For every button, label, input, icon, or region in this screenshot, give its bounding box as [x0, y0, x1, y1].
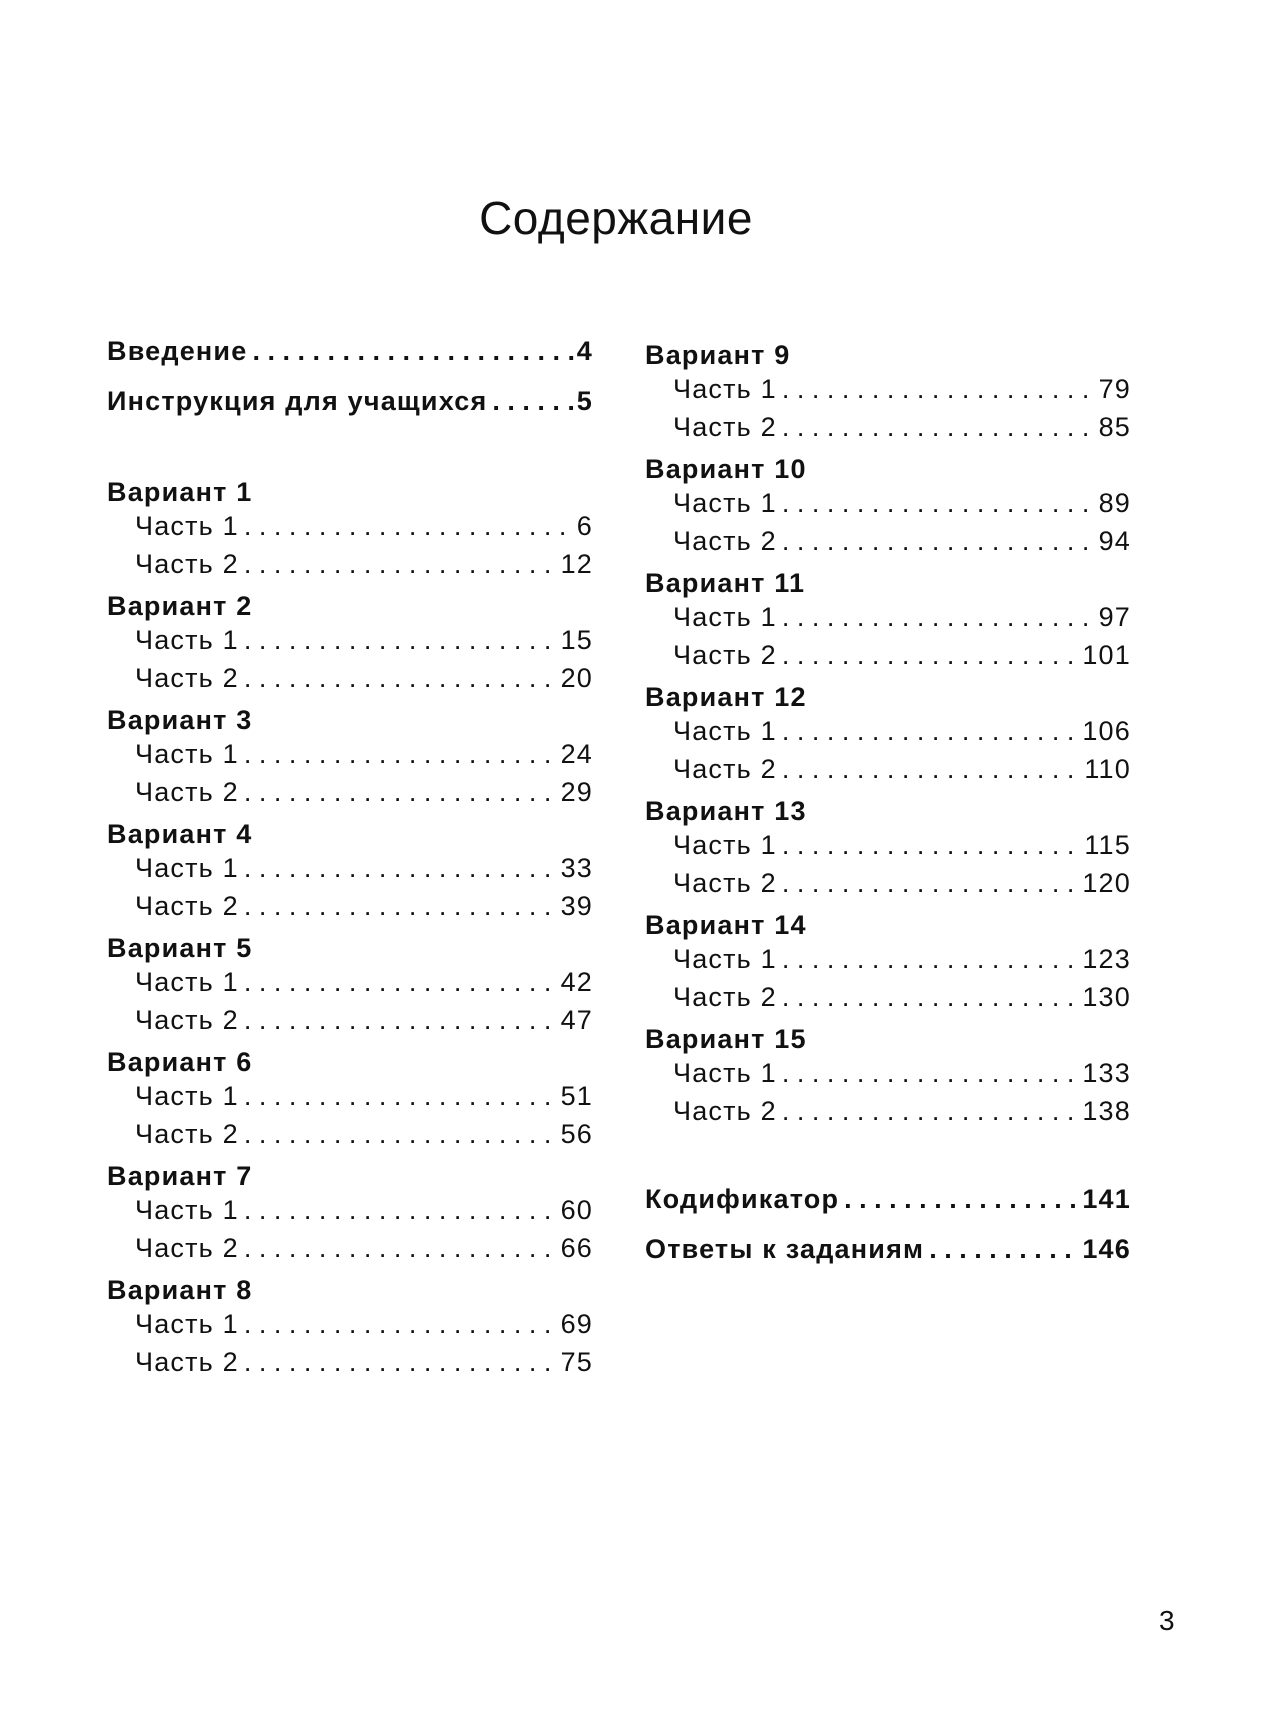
toc-variant-group	[107, 1271, 593, 1385]
toc-entry-instructions[interactable]	[107, 386, 593, 436]
toc-variant-group	[107, 473, 593, 587]
toc-entry-page: 89	[1098, 488, 1131, 518]
toc-entry-label: Часть 2	[135, 891, 239, 921]
dot-leader	[489, 386, 574, 417]
toc-entry-label: Кодификатор	[645, 1184, 840, 1214]
toc-entry-part[interactable]	[107, 853, 593, 891]
toc-entry-part[interactable]	[645, 868, 1131, 906]
toc-entry-label: Часть 1	[673, 1058, 777, 1088]
toc-entry-page: 75	[560, 1347, 593, 1377]
toc-entry-page: 79	[1098, 374, 1131, 404]
toc-entry-part[interactable]	[645, 944, 1131, 982]
toc-entry-label: Часть 1	[135, 967, 239, 997]
dot-leader	[241, 891, 559, 922]
toc-variant-group	[645, 678, 1131, 792]
toc-entry-page: 106	[1082, 716, 1131, 746]
toc-entry-page: 69	[560, 1309, 593, 1339]
toc-entry-label: Ответы к заданиям	[645, 1234, 925, 1264]
toc-entry-page: 42	[560, 967, 593, 997]
toc-variant-group	[645, 792, 1131, 906]
toc-entry-label: Введение	[107, 336, 248, 366]
page-title: Содержание	[479, 191, 753, 244]
toc-entry-label: Часть 1	[673, 716, 777, 746]
dot-leader	[779, 830, 1082, 861]
toc-entry-label: Часть 1	[673, 488, 777, 518]
toc-variant-heading[interactable]: Вариант 14	[645, 910, 807, 940]
toc-variants-left	[107, 473, 593, 1385]
toc-entry-part[interactable]	[645, 1058, 1131, 1096]
toc-entry-part[interactable]	[107, 511, 593, 549]
toc-entry-page: 12	[560, 549, 593, 579]
toc-left-column	[107, 336, 593, 1385]
toc-entry-label: Часть 1	[135, 1081, 239, 1111]
toc-entry-part[interactable]	[107, 1119, 593, 1157]
toc-variant-group	[645, 450, 1131, 564]
toc-entry-part[interactable]	[645, 526, 1131, 564]
toc-entry-page: 94	[1098, 526, 1131, 556]
toc-entry-page: 39	[560, 891, 593, 921]
toc-entry-part[interactable]	[107, 1005, 593, 1043]
toc-entry-page: 4	[576, 336, 593, 366]
toc-variant-group	[645, 564, 1131, 678]
toc-entry-label: Часть 1	[135, 625, 239, 655]
toc-entry-part[interactable]	[107, 1347, 593, 1385]
dot-leader	[779, 1058, 1080, 1089]
toc-entry-part[interactable]	[107, 739, 593, 777]
toc-entry-part[interactable]	[645, 982, 1131, 1020]
toc-entry-page: 47	[560, 1005, 593, 1035]
toc-entry-label: Часть 2	[135, 777, 239, 807]
toc-entry-page: 85	[1098, 412, 1131, 442]
dot-leader	[779, 982, 1080, 1013]
toc-entry-page: 133	[1082, 1058, 1131, 1088]
toc-entry-page: 6	[576, 511, 593, 541]
dot-leader	[779, 944, 1080, 975]
toc-entry-page: 123	[1082, 944, 1131, 974]
toc-entry-label: Часть 1	[135, 739, 239, 769]
dot-leader	[241, 625, 559, 656]
toc-entry-page: 51	[560, 1081, 593, 1111]
toc-entry-label: Часть 1	[673, 602, 777, 632]
dot-leader	[241, 1309, 559, 1340]
toc-entry-page: 130	[1082, 982, 1131, 1012]
toc-entry-part[interactable]	[645, 488, 1131, 526]
toc-variant-heading[interactable]: Вариант 6	[107, 1047, 253, 1077]
dot-leader	[779, 1096, 1080, 1127]
toc-entry-part[interactable]	[107, 663, 593, 701]
toc-entry-label: Часть 1	[135, 1309, 239, 1339]
toc-entry-page: 138	[1082, 1096, 1131, 1126]
toc-entry-label: Часть 2	[673, 754, 777, 784]
toc-entry-label: Часть 2	[135, 1119, 239, 1149]
toc-entry-part[interactable]	[645, 754, 1131, 792]
toc-variant-group	[107, 929, 593, 1043]
toc-entry-page: 33	[560, 853, 593, 883]
toc-entry-part[interactable]	[107, 625, 593, 663]
toc-variant-heading[interactable]: Вариант 9	[645, 340, 791, 370]
toc-entry-label: Часть 2	[135, 549, 239, 579]
dot-leader	[241, 1005, 559, 1036]
toc-entry-label: Часть 2	[135, 1005, 239, 1035]
toc-appendix-group	[645, 1184, 1131, 1284]
toc-entry-part[interactable]	[107, 1195, 593, 1233]
toc-variant-heading[interactable]: Вариант 11	[645, 568, 806, 598]
toc-entry-label: Часть 1	[135, 853, 239, 883]
dot-leader	[241, 511, 575, 542]
toc-entry-page: 60	[560, 1195, 593, 1225]
dot-leader	[241, 777, 559, 808]
dot-leader	[779, 602, 1097, 633]
toc-entry-label: Часть 2	[673, 640, 777, 670]
toc-variant-group	[645, 1020, 1131, 1134]
toc-entry-page: 110	[1084, 754, 1131, 784]
toc-entry-label: Часть 1	[673, 944, 777, 974]
toc-variant-heading[interactable]: Вариант 10	[645, 454, 807, 484]
toc-entry-codifier[interactable]	[645, 1184, 1131, 1234]
toc-entry-label: Часть 1	[135, 511, 239, 541]
dot-leader	[926, 1234, 1080, 1265]
toc-entry-label: Часть 2	[673, 412, 777, 442]
toc-entry-page: 120	[1082, 868, 1131, 898]
toc-entry-label: Часть 1	[135, 1195, 239, 1225]
dot-leader	[241, 1347, 559, 1378]
dot-leader	[779, 640, 1080, 671]
toc-entry-label: Часть 2	[673, 868, 777, 898]
toc-entry-part[interactable]	[645, 640, 1131, 678]
toc-entry-part[interactable]	[645, 716, 1131, 754]
toc-right-column	[645, 336, 1131, 1284]
toc-variant-heading[interactable]: Вариант 8	[107, 1275, 253, 1305]
toc-entry-page: 66	[560, 1233, 593, 1263]
toc-variant-group	[645, 336, 1131, 450]
dot-leader	[241, 1233, 559, 1264]
toc-variant-heading[interactable]: Вариант 12	[645, 682, 807, 712]
page-number: 3	[1159, 1605, 1175, 1636]
dot-leader	[241, 1081, 559, 1112]
toc-entry-part[interactable]	[645, 602, 1131, 640]
dot-leader	[779, 868, 1080, 899]
toc-variant-group	[107, 1043, 593, 1157]
toc-variant-group	[107, 1157, 593, 1271]
toc-intro-group	[107, 336, 593, 436]
toc-variant-heading[interactable]: Вариант 2	[107, 591, 253, 621]
toc-variant-heading[interactable]: Вариант 4	[107, 819, 253, 849]
toc-entry-page: 29	[560, 777, 593, 807]
toc-entry-page: 97	[1098, 602, 1131, 632]
toc-entry-part[interactable]	[107, 1233, 593, 1271]
toc-variant-heading[interactable]: Вариант 3	[107, 705, 253, 735]
dot-leader	[779, 526, 1097, 557]
toc-entry-label: Инструкция для учащихся	[107, 386, 488, 416]
toc-entry-page: 20	[560, 663, 593, 693]
toc-variant-heading[interactable]: Вариант 7	[107, 1161, 253, 1191]
toc-variant-heading[interactable]: Вариант 15	[645, 1024, 807, 1054]
toc-entry-label: Часть 2	[135, 1233, 239, 1263]
dot-leader	[249, 336, 574, 367]
toc-entry-page: 15	[560, 625, 593, 655]
toc-entry-page: 115	[1084, 830, 1131, 860]
toc-entry-page: 101	[1082, 640, 1131, 670]
dot-leader	[241, 663, 559, 694]
dot-leader	[841, 1184, 1080, 1215]
toc-entry-label: Часть 1	[673, 830, 777, 860]
toc-entry-label: Часть 2	[673, 982, 777, 1012]
dot-leader	[779, 374, 1097, 405]
dot-leader	[241, 1119, 559, 1150]
toc-entry-introduction[interactable]	[107, 336, 593, 386]
toc-entry-page: 146	[1082, 1234, 1131, 1264]
toc-variant-heading[interactable]: Вариант 1	[107, 477, 253, 507]
dot-leader	[241, 1195, 559, 1226]
toc-variant-heading[interactable]: Вариант 5	[107, 933, 253, 963]
dot-leader	[241, 549, 559, 580]
toc-entry-page: 5	[576, 386, 593, 416]
toc-entry-label: Часть 2	[135, 1347, 239, 1377]
dot-leader	[779, 412, 1097, 443]
dot-leader	[241, 739, 559, 770]
toc-entry-label: Часть 2	[673, 1096, 777, 1126]
toc-entry-page: 24	[560, 739, 593, 769]
toc-variant-group	[107, 701, 593, 815]
dot-leader	[241, 967, 559, 998]
toc-variant-group	[107, 587, 593, 701]
dot-leader	[779, 716, 1080, 747]
toc-entry-part[interactable]	[107, 549, 593, 587]
toc-entry-page: 56	[560, 1119, 593, 1149]
toc-entry-label: Часть 2	[673, 526, 777, 556]
toc-entry-part[interactable]	[645, 374, 1131, 412]
toc-entry-part[interactable]	[107, 777, 593, 815]
toc-entry-answers[interactable]	[645, 1234, 1131, 1284]
toc-entry-part[interactable]	[645, 412, 1131, 450]
toc-entry-part[interactable]	[107, 967, 593, 1005]
toc-entry-part[interactable]	[645, 830, 1131, 868]
toc-variant-group	[645, 906, 1131, 1020]
dot-leader	[779, 488, 1097, 519]
toc-variant-group	[107, 815, 593, 929]
toc-entry-label: Часть 1	[673, 374, 777, 404]
toc-entry-part[interactable]	[107, 1081, 593, 1119]
toc-variant-heading[interactable]: Вариант 13	[645, 796, 807, 826]
toc-entry-label: Часть 2	[135, 663, 239, 693]
dot-leader	[779, 754, 1082, 785]
toc-entry-part[interactable]	[107, 891, 593, 929]
toc-entry-part[interactable]	[107, 1309, 593, 1347]
dot-leader	[241, 853, 559, 884]
toc-entry-part[interactable]	[645, 1096, 1131, 1134]
toc-entry-page: 141	[1082, 1184, 1131, 1214]
